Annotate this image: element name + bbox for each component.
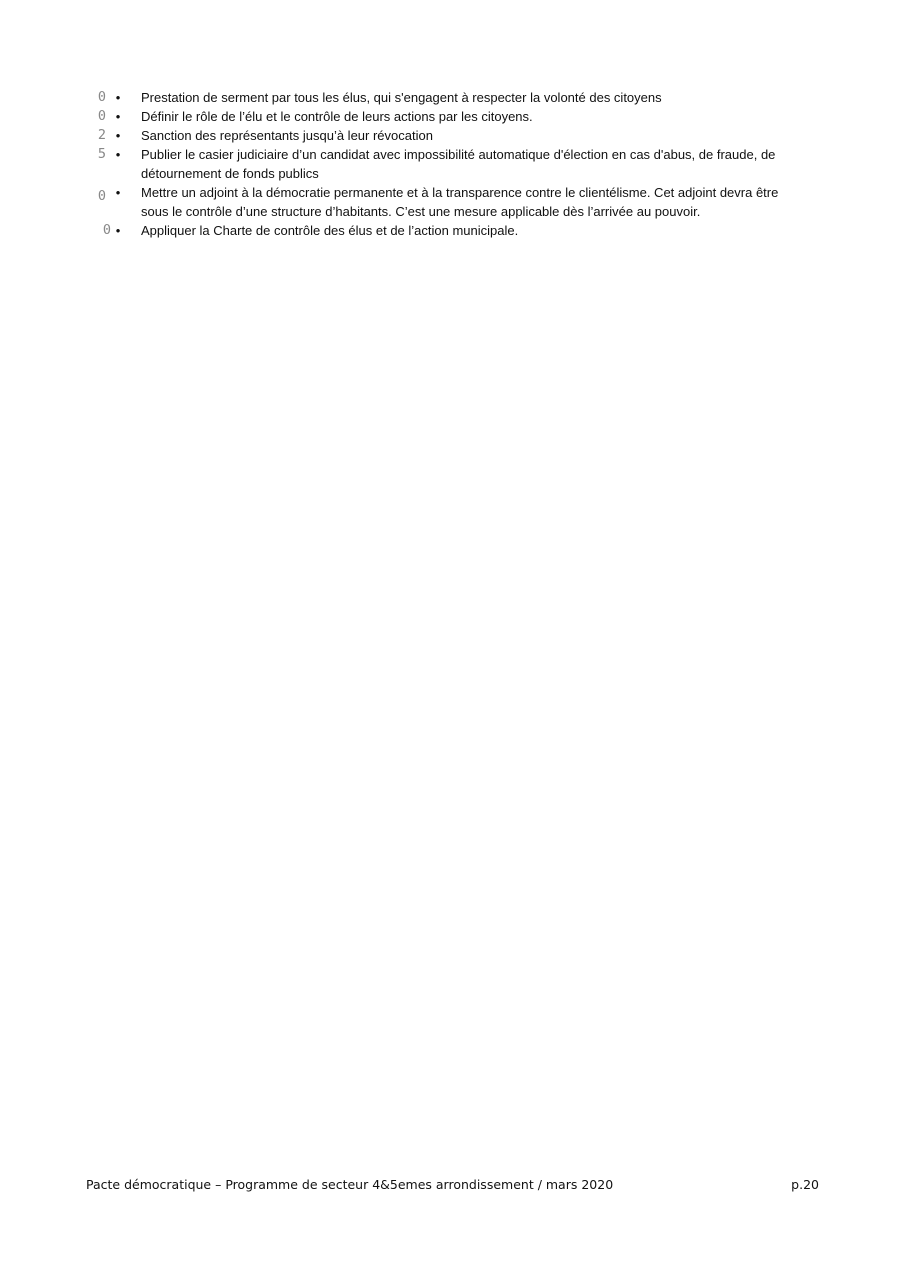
item-text: Publier le casier judiciaire d’un candidat avec impossibilité automatique d'élection en cas d'abus, de fraude, de détournement de fonds publics xyxy=(141,147,776,181)
item-number: 2 xyxy=(97,127,106,143)
item-text: Mettre un adjoint à la démocratie permanente et à la transparence contre le clientélisme. Cet adjoint devra être sous le contrôle d’une structure d’habitants. C’est une mesure applicable dès l’arrivée au pouvoir. xyxy=(141,185,779,219)
item-number: 0 xyxy=(97,188,106,204)
bullet-icon: • xyxy=(115,109,121,124)
item-text: Sanction des représentants jusqu’à leur révocation xyxy=(141,128,433,143)
item-text: Prestation de serment par tous les élus, qui s'engagent à respecter la volonté des citoyens xyxy=(141,90,662,105)
bullet-icon: • xyxy=(115,90,121,105)
bullet-icon: • xyxy=(115,223,121,238)
bullet-icon: • xyxy=(115,147,121,162)
page-number: p.20 xyxy=(791,1177,819,1192)
footer-title: Pacte démocratique – Programme de secteur 4&5emes arrondissement / mars 2020 xyxy=(86,1177,614,1192)
item-number: 0 xyxy=(97,89,106,105)
item-number: 0 xyxy=(102,222,111,238)
item-number: 0 xyxy=(97,108,106,124)
item-number: 5 xyxy=(97,146,106,162)
item-text: Appliquer la Charte de contrôle des élus et de l’action municipale. xyxy=(141,223,519,238)
bullet-icon: • xyxy=(115,185,121,200)
item-text: Définir le rôle de l’élu et le contrôle de leurs actions par les citoyens. xyxy=(141,109,533,124)
bullet-icon: • xyxy=(115,128,121,143)
